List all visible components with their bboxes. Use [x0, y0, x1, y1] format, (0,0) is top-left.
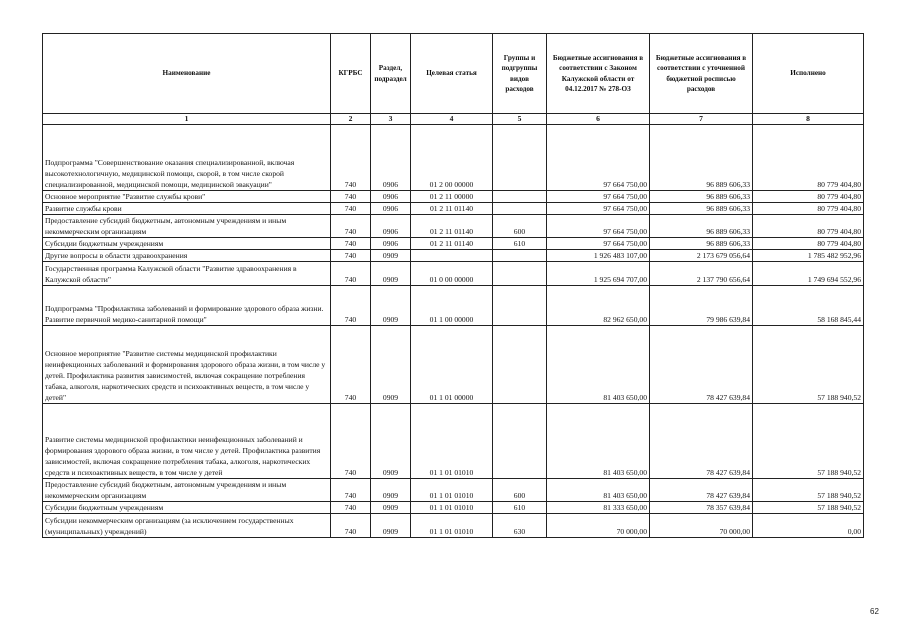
- row-executed-amount: 1 749 694 552,96: [753, 262, 864, 286]
- header-expense-group: Группы и подгруппы видов расходов: [493, 34, 547, 114]
- row-target-article: 01 1 01 01010: [411, 502, 493, 514]
- row-section: 0909: [371, 286, 411, 326]
- row-expense-group: [493, 191, 547, 203]
- page-number: 62: [870, 607, 879, 616]
- table-row: [43, 203, 864, 215]
- row-expense-group: [493, 125, 547, 191]
- row-name: Субсидии бюджетным учреждениям: [43, 502, 331, 514]
- row-kgrbs: 740: [331, 191, 371, 203]
- row-target-article: [411, 250, 493, 262]
- row-plan-amount: 78 427 639,84: [650, 326, 753, 404]
- budget-page: [42, 33, 863, 538]
- row-plan-amount: 2 137 790 656,64: [650, 262, 753, 286]
- row-plan-amount: 96 889 606,33: [650, 215, 753, 238]
- row-name: Предоставление субсидий бюджетным, автономным учреждениям и иным некоммерческим организациям: [43, 479, 331, 502]
- header-target-article: Целевая статья: [411, 34, 493, 114]
- row-section: 0906: [371, 215, 411, 238]
- row-plan-amount: 79 986 639,84: [650, 286, 753, 326]
- row-expense-group: 610: [493, 238, 547, 250]
- row-kgrbs: 740: [331, 326, 371, 404]
- row-target-article: 01 1 01 01010: [411, 514, 493, 538]
- row-plan-amount: 78 357 639,84: [650, 502, 753, 514]
- row-law-amount: 1 926 483 107,00: [547, 250, 650, 262]
- row-kgrbs: 740: [331, 250, 371, 262]
- row-target-article: 01 2 00 00000: [411, 125, 493, 191]
- row-law-amount: 81 333 650,00: [547, 502, 650, 514]
- row-plan-amount: 78 427 639,84: [650, 404, 753, 479]
- column-number: 7: [650, 114, 753, 125]
- column-number: 3: [371, 114, 411, 125]
- row-kgrbs: 740: [331, 286, 371, 326]
- row-name: Субсидии бюджетным учреждениям: [43, 238, 331, 250]
- row-section: 0906: [371, 125, 411, 191]
- row-kgrbs: 740: [331, 514, 371, 538]
- header-law-allocations: Бюджетные ассигнования в соответствии с Законом Калужской области от 04.12.2017 № 278-ОЗ: [547, 34, 650, 114]
- row-executed-amount: 80 779 404,80: [753, 191, 864, 203]
- row-kgrbs: 740: [331, 479, 371, 502]
- table-row: [43, 125, 864, 191]
- row-expense-group: [493, 286, 547, 326]
- row-section: 0909: [371, 502, 411, 514]
- row-name: Подпрограмма "Совершенствование оказания специализированной, включая высокотехнологичную, медицинской помощи, скорой, в том числе скорой специализированной, медицинской помощи, медицинской эвакуации": [43, 125, 331, 191]
- row-expense-group: [493, 404, 547, 479]
- row-expense-group: 610: [493, 502, 547, 514]
- row-section: 0906: [371, 238, 411, 250]
- row-section: 0909: [371, 404, 411, 479]
- row-law-amount: 97 664 750,00: [547, 191, 650, 203]
- table-row: [43, 514, 864, 538]
- row-name: Подпрограмма "Профилактика заболеваний и формирование здорового образа жизни. Развитие первичной медико-санитарной помощи": [43, 286, 331, 326]
- row-law-amount: 70 000,00: [547, 514, 650, 538]
- row-executed-amount: 80 779 404,80: [753, 125, 864, 191]
- table-row: [43, 238, 864, 250]
- row-kgrbs: 740: [331, 238, 371, 250]
- row-kgrbs: 740: [331, 215, 371, 238]
- row-expense-group: [493, 250, 547, 262]
- table-row: [43, 404, 864, 479]
- row-law-amount: 97 664 750,00: [547, 125, 650, 191]
- column-number: 1: [43, 114, 331, 125]
- table-row: [43, 479, 864, 502]
- row-section: 0909: [371, 262, 411, 286]
- row-plan-amount: 78 427 639,84: [650, 479, 753, 502]
- row-expense-group: 630: [493, 514, 547, 538]
- header-kgrbs: КГРБС: [331, 34, 371, 114]
- column-number: 4: [411, 114, 493, 125]
- row-plan-amount: 96 889 606,33: [650, 125, 753, 191]
- row-expense-group: [493, 326, 547, 404]
- row-expense-group: [493, 203, 547, 215]
- column-number: 6: [547, 114, 650, 125]
- row-target-article: 01 1 01 01010: [411, 404, 493, 479]
- row-target-article: 01 2 11 01140: [411, 203, 493, 215]
- row-executed-amount: 80 779 404,80: [753, 215, 864, 238]
- row-law-amount: 97 664 750,00: [547, 203, 650, 215]
- row-target-article: 01 1 01 00000: [411, 326, 493, 404]
- column-number: 2: [331, 114, 371, 125]
- row-section: 0909: [371, 250, 411, 262]
- row-section: 0906: [371, 203, 411, 215]
- row-name: Основное мероприятие "Развитие службы крови": [43, 191, 331, 203]
- row-law-amount: 81 403 650,00: [547, 479, 650, 502]
- row-plan-amount: 96 889 606,33: [650, 238, 753, 250]
- row-kgrbs: 740: [331, 404, 371, 479]
- table-body: [43, 125, 864, 538]
- row-executed-amount: 80 779 404,80: [753, 203, 864, 215]
- row-plan-amount: 70 000,00: [650, 514, 753, 538]
- row-target-article: 01 2 11 01140: [411, 238, 493, 250]
- column-number: 5: [493, 114, 547, 125]
- row-name: Развитие системы медицинской профилактики неинфекционных заболеваний и формирования здорового образа жизни, в том числе у детей. Профилактика развития зависимостей, включая сокращение потребления табака, алкоголя, наркотических средств и психоактивных веществ, в том числе у детей: [43, 404, 331, 479]
- row-law-amount: 81 403 650,00: [547, 404, 650, 479]
- row-law-amount: 1 925 694 707,00: [547, 262, 650, 286]
- row-section: 0906: [371, 191, 411, 203]
- table-header-row: [43, 34, 864, 114]
- row-target-article: 01 0 00 00000: [411, 262, 493, 286]
- row-law-amount: 97 664 750,00: [547, 238, 650, 250]
- row-target-article: 01 2 11 00000: [411, 191, 493, 203]
- header-executed: Исполнено: [753, 34, 864, 114]
- table-row: [43, 326, 864, 404]
- row-name: Предоставление субсидий бюджетным, автономным учреждениям и иным некоммерческим организациям: [43, 215, 331, 238]
- header-refined-allocations: Бюджетные ассигнования в соответствии с уточненной бюджетной росписью расходов: [650, 34, 753, 114]
- row-plan-amount: 96 889 606,33: [650, 203, 753, 215]
- row-executed-amount: 57 188 940,52: [753, 404, 864, 479]
- row-target-article: 01 2 11 01140: [411, 215, 493, 238]
- header-section: Раздел, подраздел: [371, 34, 411, 114]
- row-name: Основное мероприятие "Развитие системы медицинской профилактики неинфекционных заболеваний и формирования здорового образа жизни, в том числе у детей. Профилактика развития зависимостей, включая сокращение потребления табака, алкоголя, наркотических средств и психоактивных веществ, в том числе у детей": [43, 326, 331, 404]
- row-kgrbs: 740: [331, 502, 371, 514]
- row-kgrbs: 740: [331, 203, 371, 215]
- row-executed-amount: 58 168 845,44: [753, 286, 864, 326]
- table-row: [43, 191, 864, 203]
- row-name: Государственная программа Калужской области "Развитие здравоохранения в Калужской области": [43, 262, 331, 286]
- row-kgrbs: 740: [331, 262, 371, 286]
- row-section: 0909: [371, 514, 411, 538]
- row-law-amount: 97 664 750,00: [547, 215, 650, 238]
- row-name: Субсидии некоммерческим организациям (за исключением государственных (муниципальных) учреждений): [43, 514, 331, 538]
- table-row: [43, 286, 864, 326]
- row-executed-amount: 1 785 482 952,96: [753, 250, 864, 262]
- column-number-row: [43, 114, 864, 125]
- budget-execution-table: [42, 33, 864, 538]
- table-row: [43, 250, 864, 262]
- row-executed-amount: 57 188 940,52: [753, 326, 864, 404]
- row-expense-group: 600: [493, 215, 547, 238]
- row-executed-amount: 57 188 940,52: [753, 502, 864, 514]
- row-target-article: 01 1 00 00000: [411, 286, 493, 326]
- row-executed-amount: 0,00: [753, 514, 864, 538]
- table-row: [43, 262, 864, 286]
- row-expense-group: 600: [493, 479, 547, 502]
- header-name: Наименование: [43, 34, 331, 114]
- row-law-amount: 81 403 650,00: [547, 326, 650, 404]
- row-section: 0909: [371, 479, 411, 502]
- table-row: [43, 215, 864, 238]
- table-row: [43, 502, 864, 514]
- row-target-article: 01 1 01 01010: [411, 479, 493, 502]
- row-law-amount: 82 962 650,00: [547, 286, 650, 326]
- column-number: 8: [753, 114, 864, 125]
- row-name: Развитие службы крови: [43, 203, 331, 215]
- row-expense-group: [493, 262, 547, 286]
- row-plan-amount: 2 173 679 056,64: [650, 250, 753, 262]
- row-section: 0909: [371, 326, 411, 404]
- row-executed-amount: 80 779 404,80: [753, 238, 864, 250]
- row-plan-amount: 96 889 606,33: [650, 191, 753, 203]
- row-name: Другие вопросы в области здравоохранения: [43, 250, 331, 262]
- row-executed-amount: 57 188 940,52: [753, 479, 864, 502]
- row-kgrbs: 740: [331, 125, 371, 191]
